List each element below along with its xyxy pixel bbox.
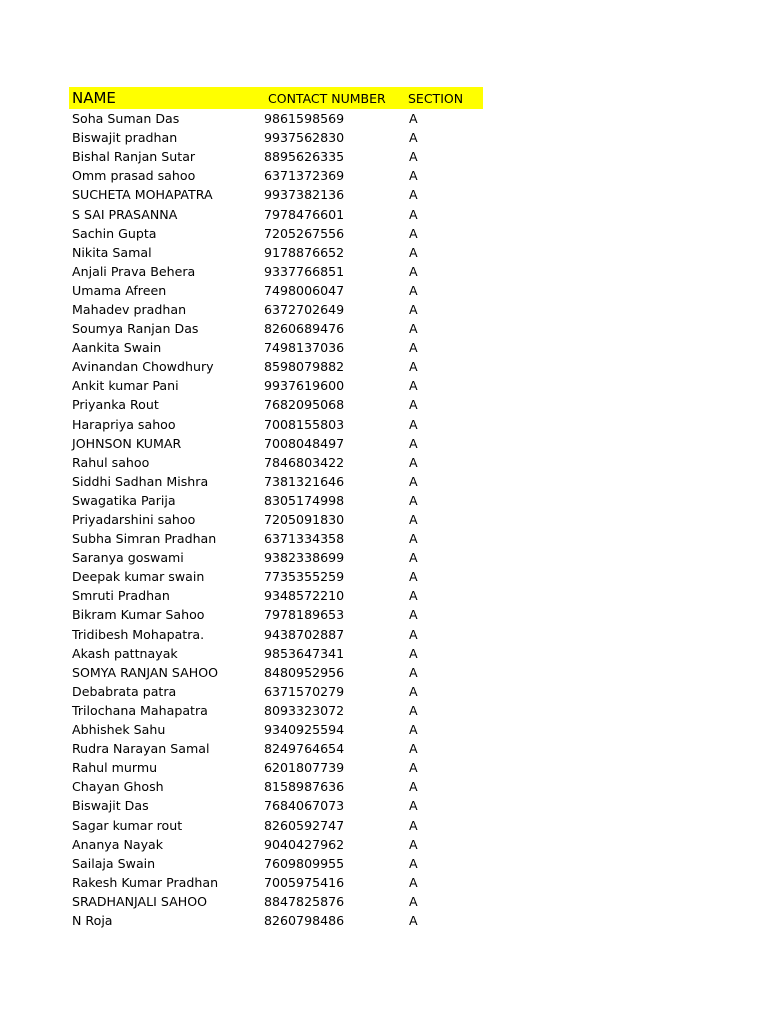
cell-name: Omm prasad sahoo [72,168,196,184]
cell-name: Rahul sahoo [72,454,150,470]
cell-section: A [409,607,418,623]
table-row [69,605,483,624]
cell-name: Umama Afreen [72,282,167,298]
cell-section: A [409,683,418,699]
table-row [69,854,483,873]
cell-name: SUCHETA MOHAPATRA [72,187,213,203]
table-row [69,338,483,357]
cell-section: A [409,168,418,184]
cell-contact-number: 9937382136 [264,187,345,203]
cell-name: Smruti Pradhan [72,588,170,604]
cell-name: Mahadev pradhan [72,301,187,317]
cell-contact-number: 8480952956 [264,664,345,680]
cell-contact-number: 9340925594 [264,722,345,738]
cell-section: A [409,741,418,757]
table-row [69,625,483,644]
cell-name: JOHNSON KUMAR [72,435,182,451]
cell-section: A [409,397,418,413]
cell-section: A [409,206,418,222]
cell-contact-number: 7684067073 [264,798,345,814]
table-row [69,376,483,395]
cell-contact-number: 6372702649 [264,301,345,317]
cell-name: Rudra Narayan Samal [72,741,210,757]
cell-name: S SAI PRASANNA [72,206,178,222]
cell-section: A [409,874,418,890]
cell-section: A [409,531,418,547]
cell-contact-number: 7005975416 [264,874,345,890]
cell-contact-number: 7846803422 [264,454,345,470]
table-row [69,529,483,548]
cell-contact-number: 7735355259 [264,569,345,585]
cell-section: A [409,359,418,375]
cell-name: Anjali Prava Behera [72,263,196,279]
table-row [69,873,483,892]
cell-section: A [409,244,418,260]
cell-contact-number: 7008048497 [264,435,345,451]
cell-section: A [409,760,418,776]
cell-section: A [409,855,418,871]
table-row [69,491,483,510]
cell-section: A [409,512,418,528]
cell-section: A [409,130,418,146]
cell-section: A [409,588,418,604]
table-row [69,357,483,376]
cell-name: Ankit kumar Pani [72,378,179,394]
cell-name: Bishal Ranjan Sutar [72,149,196,165]
table-row [69,720,483,739]
table-row [69,128,483,147]
table-row [69,911,483,930]
cell-contact-number: 8598079882 [264,359,345,375]
cell-section: A [409,416,418,432]
cell-name: Debabrata patra [72,683,177,699]
table-row [69,147,483,166]
table-row [69,663,483,682]
cell-name: SOMYA RANJAN SAHOO [72,664,219,680]
student-contact-table [69,87,483,930]
cell-name: Aankita Swain [72,340,162,356]
cell-contact-number: 8847825876 [264,893,345,909]
table-row [69,281,483,300]
cell-contact-number: 8093323072 [264,702,345,718]
cell-contact-number: 9937562830 [264,130,345,146]
cell-section: A [409,836,418,852]
cell-contact-number: 7978189653 [264,607,345,623]
cell-name: Bikram Kumar Sahoo [72,607,205,623]
table-row [69,453,483,472]
cell-section: A [409,282,418,298]
cell-section: A [409,454,418,470]
table-row [69,395,483,414]
table-row [69,682,483,701]
table-row [69,185,483,204]
cell-name: Biswajit Das [72,798,149,814]
cell-contact-number: 9178876652 [264,244,345,260]
cell-section: A [409,225,418,241]
cell-contact-number: 9040427962 [264,836,345,852]
cell-name: Ananya Nayak [72,836,164,852]
cell-name: Swagatika Parija [72,492,176,508]
cell-name: Deepak kumar swain [72,569,205,585]
table-row [69,415,483,434]
cell-contact-number: 6371334358 [264,531,345,547]
cell-section: A [409,798,418,814]
cell-contact-number: 8305174998 [264,492,345,508]
table-row [69,300,483,319]
cell-contact-number: 7205091830 [264,512,345,528]
table-body [69,109,483,930]
cell-contact-number: 8260592747 [264,817,345,833]
cell-contact-number: 9861598569 [264,111,345,127]
cell-section: A [409,378,418,394]
table-row [69,510,483,529]
cell-contact-number: 7381321646 [264,473,345,489]
table-row [69,243,483,262]
cell-section: A [409,301,418,317]
cell-section: A [409,664,418,680]
cell-section: A [409,893,418,909]
cell-name: Soha Suman Das [72,111,180,127]
table-row [69,892,483,911]
cell-section: A [409,321,418,337]
table-row [69,166,483,185]
cell-name: Akash pattnayak [72,645,178,661]
cell-section: A [409,569,418,585]
cell-name: Saranya goswami [72,550,184,566]
cell-contact-number: 9438702887 [264,626,345,642]
cell-section: A [409,912,418,928]
cell-name: Siddhi Sadhan Mishra [72,473,209,489]
column-header-section: SECTION [408,90,464,106]
table-row [69,262,483,281]
cell-contact-number: 6371372369 [264,168,345,184]
cell-section: A [409,111,418,127]
cell-contact-number: 8158987636 [264,779,345,795]
cell-section: A [409,626,418,642]
table-row [69,434,483,453]
cell-name: Tridibesh Mohapatra. [72,626,205,642]
cell-name: N Roja [72,912,113,928]
cell-contact-number: 8260689476 [264,321,345,337]
cell-name: Trilochana Mahapatra [72,702,208,718]
cell-contact-number: 7498006047 [264,282,345,298]
table-row [69,701,483,720]
cell-contact-number: 7609809955 [264,855,345,871]
table-header-row [69,87,483,109]
cell-section: A [409,702,418,718]
cell-name: Rakesh Kumar Pradhan [72,874,219,890]
cell-section: A [409,779,418,795]
table-row [69,758,483,777]
cell-name: Soumya Ranjan Das [72,321,199,337]
table-row [69,224,483,243]
cell-name: Avinandan Chowdhury [72,359,214,375]
cell-name: Sagar kumar rout [72,817,183,833]
cell-name: Sachin Gupta [72,225,157,241]
table-row [69,835,483,854]
cell-contact-number: 9348572210 [264,588,345,604]
cell-name: Abhishek Sahu [72,722,166,738]
cell-name: Priyadarshini sahoo [72,512,196,528]
table-row [69,777,483,796]
cell-name: Nikita Samal [72,244,152,260]
table-row [69,319,483,338]
table-row [69,472,483,491]
cell-name: Biswajit pradhan [72,130,178,146]
table-row [69,567,483,586]
cell-section: A [409,149,418,165]
table-row [69,815,483,834]
table-row [69,796,483,815]
cell-section: A [409,550,418,566]
cell-section: A [409,817,418,833]
cell-contact-number: 8260798486 [264,912,345,928]
cell-contact-number: 9382338699 [264,550,345,566]
cell-contact-number: 8895626335 [264,149,345,165]
cell-section: A [409,473,418,489]
cell-contact-number: 8249764654 [264,741,345,757]
cell-contact-number: 7498137036 [264,340,345,356]
table-row [69,204,483,223]
cell-contact-number: 9337766851 [264,263,345,279]
cell-name: Priyanka Rout [72,397,159,413]
cell-contact-number: 7205267556 [264,225,345,241]
column-header-name: NAME [72,89,116,107]
cell-name: SRADHANJALI SAHOO [72,893,208,909]
cell-contact-number: 9853647341 [264,645,345,661]
cell-contact-number: 7682095068 [264,397,345,413]
table-row [69,548,483,567]
table-row [69,644,483,663]
cell-name: Subha Simran Pradhan [72,531,217,547]
table-row [69,739,483,758]
cell-section: A [409,187,418,203]
cell-name: Harapriya sahoo [72,416,176,432]
cell-contact-number: 9937619600 [264,378,345,394]
table-row [69,586,483,605]
table-row [69,109,483,128]
cell-contact-number: 6371570279 [264,683,345,699]
cell-section: A [409,492,418,508]
cell-section: A [409,340,418,356]
cell-name: Chayan Ghosh [72,779,164,795]
cell-section: A [409,435,418,451]
cell-contact-number: 6201807739 [264,760,345,776]
cell-contact-number: 7978476601 [264,206,345,222]
cell-name: Rahul murmu [72,760,158,776]
cell-section: A [409,645,418,661]
cell-contact-number: 7008155803 [264,416,345,432]
cell-section: A [409,263,418,279]
cell-name: Sailaja Swain [72,855,156,871]
column-header-contact-number: CONTACT NUMBER [268,90,386,106]
cell-section: A [409,722,418,738]
